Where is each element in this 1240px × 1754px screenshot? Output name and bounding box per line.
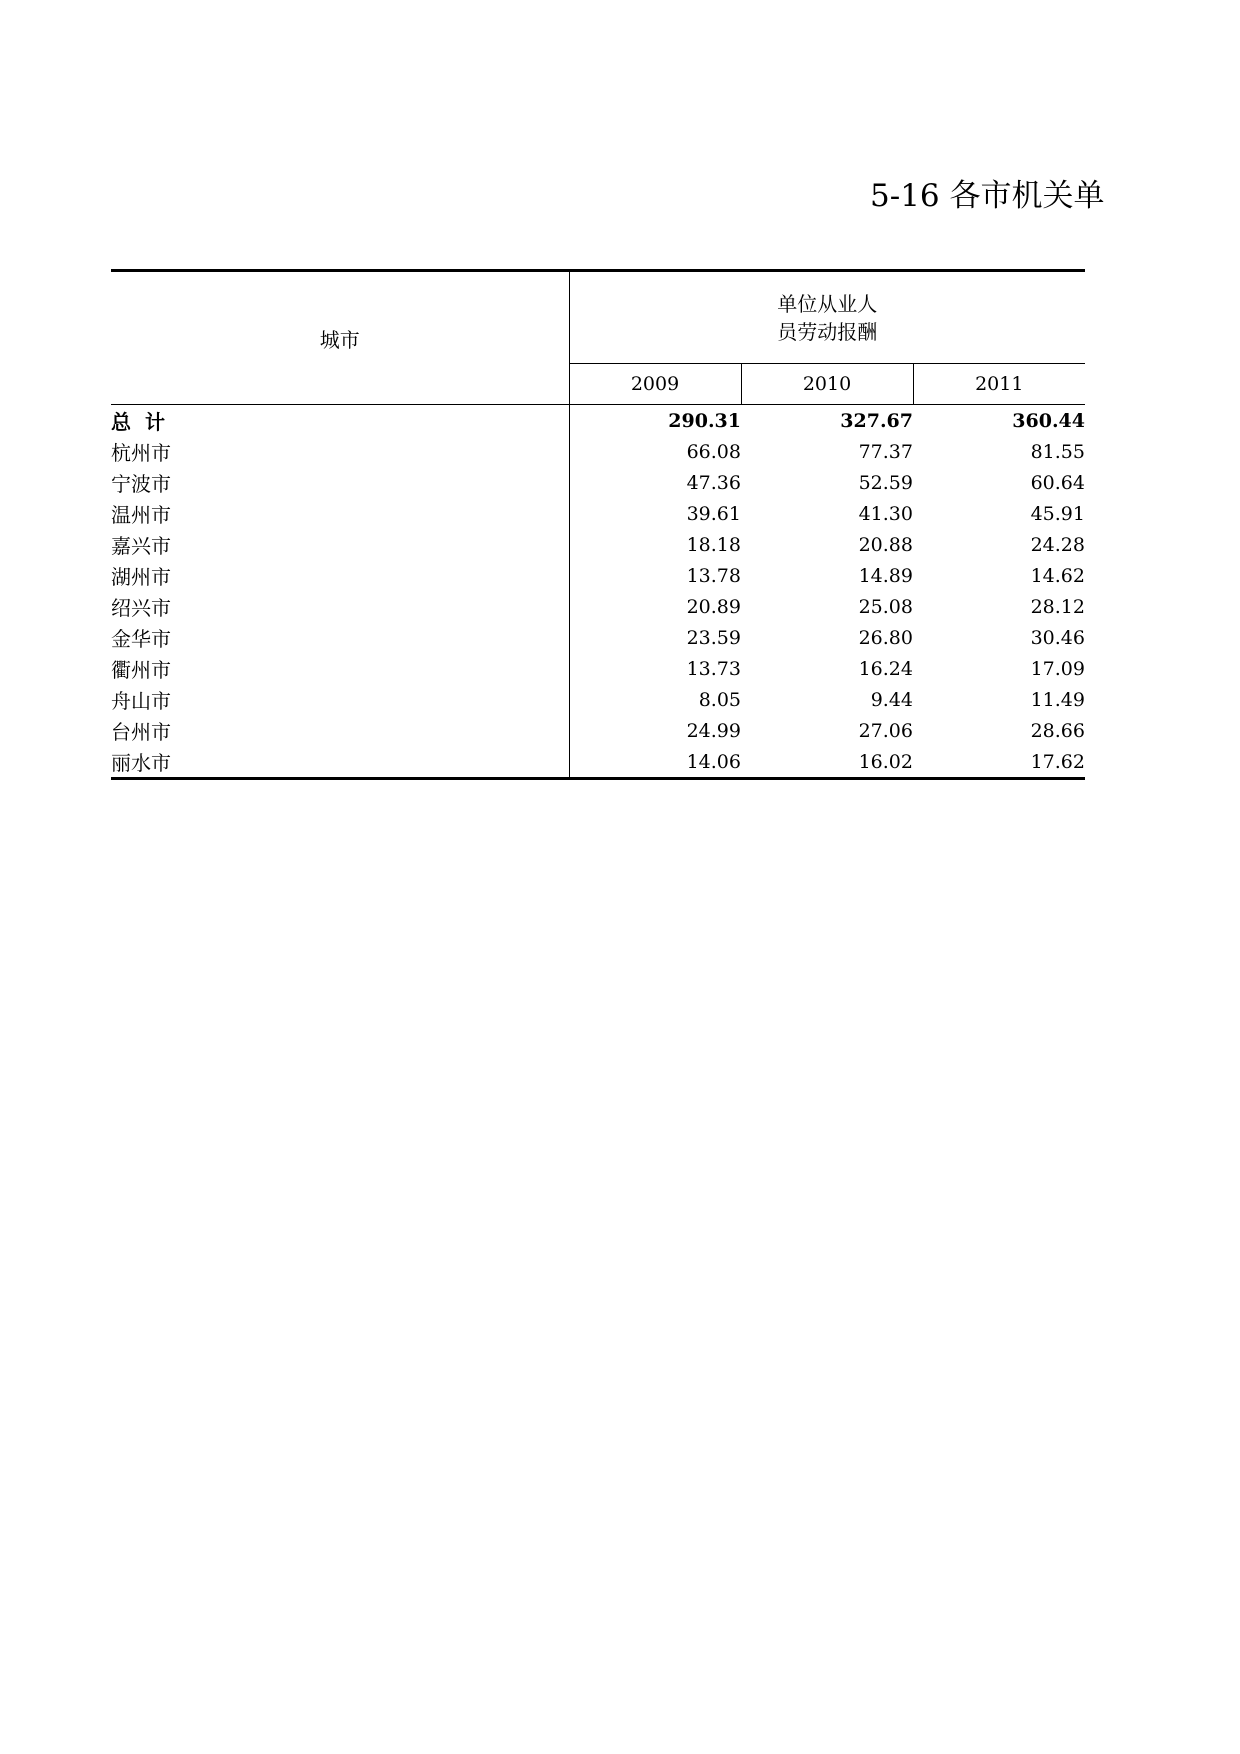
city-name: 宁波市 (111, 467, 569, 498)
table-row (111, 622, 1085, 653)
value-2010: 20.88 (858, 533, 913, 556)
value-2010: 9.44 (870, 688, 913, 711)
value-2010: 77.37 (858, 440, 913, 463)
table-row (111, 560, 1085, 591)
value-2009: 13.78 (686, 564, 741, 587)
value-2010: 26.80 (858, 626, 913, 649)
table-row (111, 684, 1085, 715)
value-2009: 39.61 (686, 502, 741, 525)
value-2010: 41.30 (858, 502, 913, 525)
table-row (111, 746, 1085, 779)
total-row (111, 405, 1085, 437)
table-row (111, 591, 1085, 622)
city-name: 衢州市 (111, 653, 569, 684)
value-2011: 60.64 (1030, 471, 1085, 494)
value-2009: 24.99 (686, 719, 741, 742)
value-2010: 25.08 (858, 595, 913, 618)
group-header-line2: 员劳动报酬 (777, 319, 878, 344)
value-2010: 16.24 (858, 657, 913, 680)
year-header-2009: 2009 (569, 364, 741, 405)
value-2011: 24.28 (1030, 533, 1085, 556)
value-2009: 47.36 (686, 471, 741, 494)
table-row (111, 529, 1085, 560)
city-name: 台州市 (111, 715, 569, 746)
value-2009: 14.06 (569, 746, 741, 779)
city-column-header: 城市 (111, 271, 569, 405)
value-2010: 16.02 (741, 746, 913, 779)
table-row (111, 436, 1085, 467)
value-2009: 18.18 (686, 533, 741, 556)
value-2009: 20.89 (686, 595, 741, 618)
value-2009: 66.08 (686, 440, 741, 463)
year-header-2011: 2011 (913, 364, 1085, 405)
statistics-table (111, 269, 1085, 780)
value-2010: 327.67 (840, 409, 913, 432)
value-2011: 28.12 (1030, 595, 1085, 618)
page-title (870, 170, 1105, 215)
city-name: 舟山市 (111, 684, 569, 715)
value-2010: 27.06 (858, 719, 913, 742)
labor-remuneration-header (569, 271, 1085, 364)
value-2009: 290.31 (668, 409, 741, 432)
table-body (111, 405, 1085, 779)
city-name: 湖州市 (111, 560, 569, 591)
value-2010: 14.89 (858, 564, 913, 587)
table-row (111, 467, 1085, 498)
city-name: 丽水市 (111, 746, 569, 779)
year-header-2010: 2010 (741, 364, 913, 405)
city-name: 杭州市 (111, 436, 569, 467)
value-2010: 52.59 (858, 471, 913, 494)
table-title-text: 各市机关单 (949, 178, 1105, 214)
value-2011: 11.49 (1030, 688, 1085, 711)
value-2011: 14.62 (1030, 564, 1085, 587)
city-name: 绍兴市 (111, 591, 569, 622)
value-2011: 30.46 (1030, 626, 1085, 649)
value-2009: 13.73 (686, 657, 741, 680)
value-2011: 45.91 (1030, 502, 1085, 525)
group-header-line1: 单位从业人 (777, 291, 878, 316)
value-2011: 81.55 (1030, 440, 1085, 463)
table-row (111, 653, 1085, 684)
city-name: 总计 (111, 405, 569, 437)
table-row (111, 498, 1085, 529)
value-2009: 8.05 (698, 688, 741, 711)
city-name: 嘉兴市 (111, 529, 569, 560)
city-name: 金华市 (111, 622, 569, 653)
value-2011: 360.44 (1012, 409, 1085, 432)
table-number: 5-16 (870, 178, 940, 214)
value-2011: 28.66 (1030, 719, 1085, 742)
table-row (111, 715, 1085, 746)
city-name: 温州市 (111, 498, 569, 529)
value-2011: 17.62 (913, 746, 1085, 779)
value-2011: 17.09 (1030, 657, 1085, 680)
value-2009: 23.59 (686, 626, 741, 649)
